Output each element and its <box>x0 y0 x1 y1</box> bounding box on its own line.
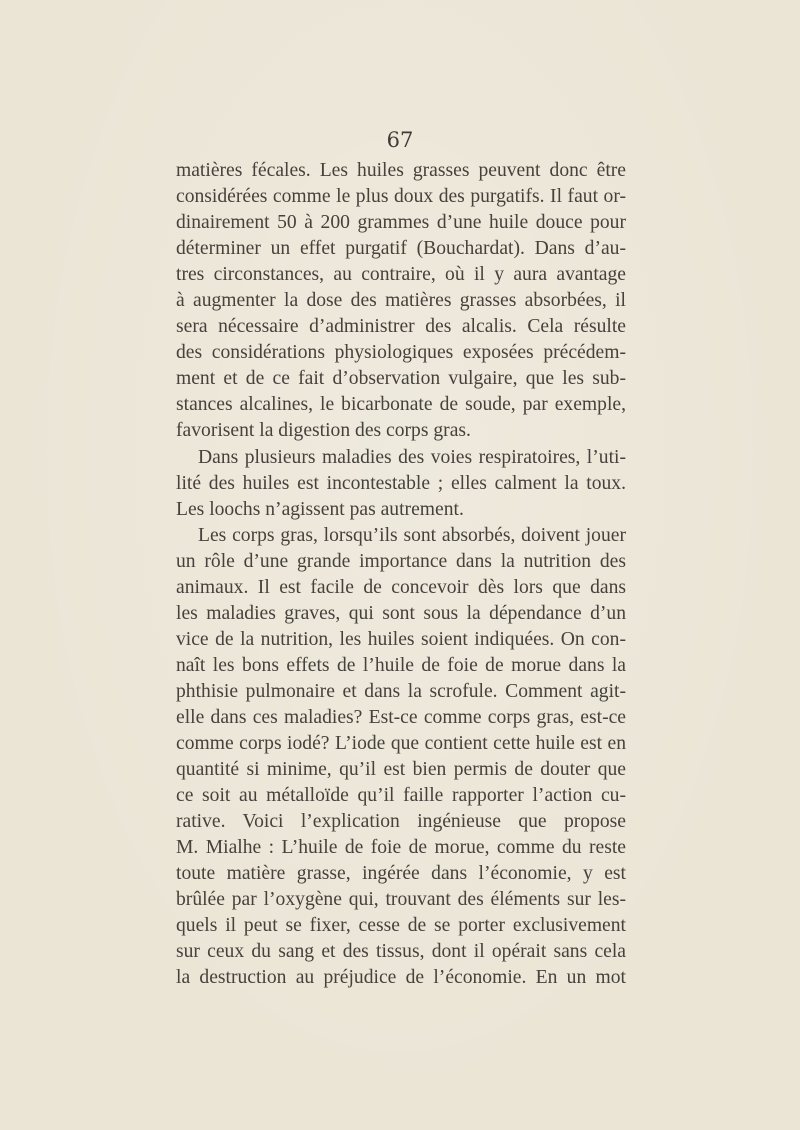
text-line: quels il peut se fixer, cesse de se porter exclusivement <box>176 915 626 937</box>
text-line: comme corps iodé? L’iode que contient cette huile est en <box>176 733 626 755</box>
text-line: phthisie pulmonaire et dans la scrofule. Comment agit- <box>176 680 626 702</box>
text-line: considérées comme le plus doux des purgatifs. Il faut or- <box>176 186 626 208</box>
body-text <box>176 158 626 992</box>
text-line: elle dans ces maladies? Est-ce comme corps gras, est-ce <box>176 706 626 728</box>
text-line: un rôle d’une grande importance dans la nutrition des <box>176 550 626 572</box>
text-line: stances alcalines, le bicarbonate de soude, par exemple, <box>176 394 626 416</box>
text-line: M. Mialhe : L’huile de foie de morue, comme du reste <box>176 837 626 859</box>
text-line: lité des huiles est incontestable ; elles calment la toux. <box>176 472 626 494</box>
text-line: ce soit au métalloïde qu’il faille rapporter l’action cu- <box>176 785 626 807</box>
text-line: vice de la nutrition, les huiles soient indiquées. On con- <box>176 628 626 650</box>
text-line: tres circonstances, au contraire, où il y aura avantage <box>176 264 626 286</box>
text-line: déterminer un effet purgatif (Bouchardat). Dans d’au- <box>176 238 626 260</box>
text-line: des considérations physiologiques exposées précédem- <box>176 342 626 364</box>
text-line: Dans plusieurs maladies des voies respiratoires, l’uti- <box>198 446 626 468</box>
text-line: toute matière grasse, ingérée dans l’économie, y est <box>176 863 626 885</box>
text-line: animaux. Il est facile de concevoir dès lors que dans <box>176 576 626 598</box>
text-line: favorisent la digestion des corps gras. <box>176 420 471 442</box>
text-line: matières fécales. Les huiles grasses peuvent donc être <box>176 160 626 181</box>
text-line: brûlée par l’oxygène qui, trouvant des éléments sur les- <box>176 889 626 911</box>
text-line: rative. Voici l’explication ingénieuse que propose <box>176 811 626 833</box>
text-line: Les loochs n’agissent pas autrement. <box>176 498 464 520</box>
text-line: les maladies graves, qui sont sous la dépendance d’un <box>176 602 626 624</box>
text-line: sera nécessaire d’administrer des alcalis. Cela résulte <box>176 316 626 338</box>
page-number: 67 <box>386 128 414 152</box>
text-line: Les corps gras, lorsqu’ils sont absorbés, doivent jouer <box>198 524 626 546</box>
text-line: dinairement 50 à 200 grammes d’une huile douce pour <box>176 212 626 234</box>
text-line: sur ceux du sang et des tissus, dont il opérait sans cela <box>176 941 626 963</box>
text-line: naît les bons effets de l’huile de foie de morue dans la <box>176 654 626 676</box>
text-line: quantité si minime, qu’il est bien permis de douter que <box>176 759 626 781</box>
text-line: ment et de ce fait d’observation vulgaire, que les sub- <box>176 368 626 390</box>
text-line: à augmenter la dose des matières grasses absorbées, il <box>176 290 626 312</box>
text-line: la destruction au préjudice de l’économie. En un mot <box>176 967 626 989</box>
